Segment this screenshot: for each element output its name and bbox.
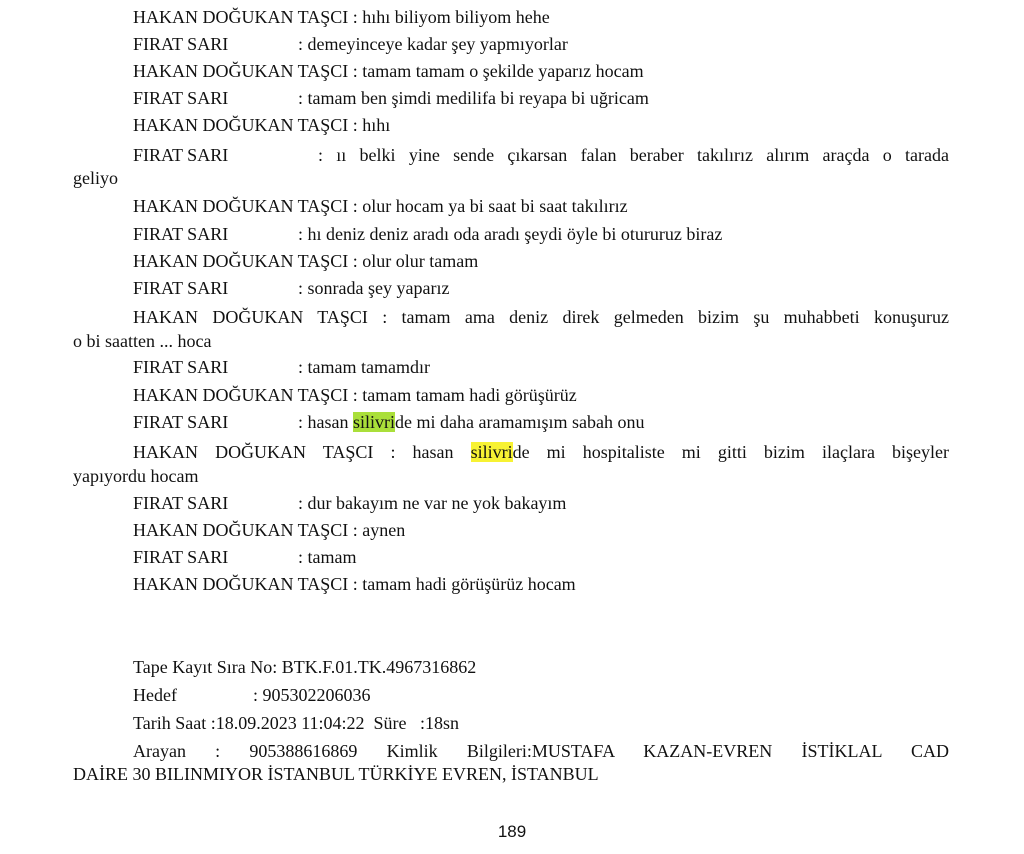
utterance-post: de mi daha aramamışım sabah onu (395, 412, 645, 432)
utterance: demeyinceye kadar şey yapmıyorlar (307, 34, 568, 54)
caller-line (133, 740, 949, 762)
transcript-line-5 (133, 114, 390, 136)
speaker-name: FIRAT SARI (133, 412, 229, 432)
utterance: hıhı (362, 115, 391, 135)
separator-and-utterance (298, 546, 357, 568)
utterance: olur hocam ya bi saat bi saat takılırız (362, 196, 628, 216)
identity-info: Kimlik Bilgileri:MUSTAFA KAZAN-EVREN İSTİKLAL CAD (386, 741, 950, 761)
speaker-name: HAKAN DOĞUKAN TAŞCI (133, 385, 349, 405)
highlighted-word: silivri (470, 442, 513, 462)
utterance: tamam tamam hadi görüşürüz (362, 385, 577, 405)
target-line (133, 684, 533, 706)
speaker-name: HAKAN DOĞUKAN TAŞCI (133, 115, 349, 135)
transcript-line-19 (133, 573, 576, 595)
speaker-name: FIRAT SARI (133, 357, 229, 377)
utterance: tamam ama deniz direk gelmeden bizim şu muhabbeti konuşuruz (401, 307, 949, 327)
speaker-name: HAKAN DOĞUKAN TAŞCI (133, 520, 349, 540)
utterance: tamam tamamdır (307, 357, 430, 377)
separator: : (318, 145, 337, 165)
transcript-line-11-continued: o bi saatten ... hoca (73, 331, 212, 351)
separator-and-utterance (298, 277, 449, 299)
highlighted-word: silivri (353, 412, 396, 432)
separator: : (373, 442, 413, 462)
speaker-name: FIRAT SARI (133, 278, 229, 298)
identity-info-continued: DAİRE 30 BILINMIYOR İSTANBUL TÜRKİYE EVREN, İSTANBUL (73, 764, 599, 784)
transcript-line-6 (133, 144, 949, 166)
separator: : (298, 278, 308, 298)
speaker-name: FIRAT SARI (133, 547, 229, 567)
speaker-name: HAKAN DOĞUKAN TAŞCI (133, 7, 349, 27)
transcript-line-4 (133, 87, 733, 109)
separator: : (348, 251, 363, 271)
transcript-line-1 (133, 6, 550, 28)
separator: : (348, 7, 363, 27)
separator: : (348, 520, 363, 540)
target-value: : 905302206036 (253, 685, 371, 705)
utterance-pre: hasan (412, 442, 471, 462)
separator: : (348, 385, 363, 405)
separator: : (298, 34, 308, 54)
speaker-name: HAKAN DOĞUKAN TAŞCI (133, 251, 349, 271)
transcript-line-8 (133, 223, 833, 245)
separator: : (298, 493, 308, 513)
target-label: Hedef (133, 685, 177, 705)
utterance-pre: hasan (307, 412, 353, 432)
speaker-name: HAKAN DOĞUKAN TAŞCI (133, 574, 349, 594)
separator-and-utterance (298, 223, 722, 245)
transcript-line-12 (133, 356, 733, 378)
caller-label: Arayan : (133, 741, 221, 761)
utterance: tamam hadi görüşürüz hocam (362, 574, 576, 594)
utterance: olur olur tamam (362, 251, 479, 271)
tape-record-number: Tape Kayıt Sıra No: BTK.F.01.TK.4967316862 (133, 657, 477, 677)
transcript-line-18 (133, 546, 733, 568)
speaker-name: FIRAT SARI (133, 493, 229, 513)
speaker-name: HAKAN DOĞUKAN TAŞCI (133, 307, 368, 327)
separator-and-utterance (298, 33, 568, 55)
transcript-line-2 (133, 33, 733, 55)
transcript-line-7 (133, 195, 628, 217)
separator-and-utterance (298, 87, 649, 109)
utterance: tamam ben şimdi medilifa bi reyapa bi uğricam (307, 88, 649, 108)
separator: : (348, 61, 363, 81)
utterance: tamam tamam o şekilde yaparız hocam (362, 61, 644, 81)
separator-and-utterance (298, 356, 430, 378)
speaker-name: FIRAT SARI (133, 145, 229, 165)
utterance-post: de mi hospitaliste mi gitti bizim ilaçlara bişeyler (512, 442, 949, 462)
separator-and-utterance (318, 144, 949, 166)
transcript-line-11 (133, 306, 949, 328)
speaker-name: HAKAN DOĞUKAN TAŞCI (133, 61, 349, 81)
separator: : (298, 412, 308, 432)
separator: : (348, 115, 363, 135)
transcript-line-16 (133, 492, 733, 514)
separator-and-utterance (298, 411, 644, 433)
caller-number: 905388616869 (249, 741, 358, 761)
speaker-name: FIRAT SARI (133, 34, 229, 54)
separator: : (298, 88, 308, 108)
transcript-line-15-continued: yapıyordu hocam (73, 466, 199, 486)
page-number: 189 (497, 822, 527, 841)
speaker-name: FIRAT SARI (133, 224, 229, 244)
separator: : (348, 574, 363, 594)
utterance: tamam (307, 547, 357, 567)
separator: : (298, 357, 308, 377)
speaker-name: HAKAN DOĞUKAN TAŞCI (133, 442, 374, 462)
transcript-line-13 (133, 384, 577, 406)
separator: : (348, 196, 363, 216)
transcript-line-17 (133, 519, 405, 541)
utterance: sonrada şey yaparız (307, 278, 450, 298)
speaker-name: FIRAT SARI (133, 88, 229, 108)
transcript-line-9 (133, 250, 478, 272)
speaker-name: HAKAN DOĞUKAN TAŞCI (133, 196, 349, 216)
separator: : (298, 224, 308, 244)
datetime-duration: Tarih Saat :18.09.2023 11:04:22 Süre :18sn (133, 713, 460, 733)
transcript-line-6-continued: geliyo (73, 168, 118, 188)
utterance: hı deniz deniz aradı oda aradı şeydi öyle bi otururuz biraz (307, 224, 723, 244)
separator: : (298, 547, 308, 567)
separator-and-utterance (298, 492, 566, 514)
separator: : (367, 307, 402, 327)
utterance: ıı belki yine sende çıkarsan falan beraber takılırız alırım araçda o tarada (336, 145, 949, 165)
transcript-line-15 (133, 441, 949, 463)
utterance: aynen (362, 520, 406, 540)
transcript-line-10 (133, 277, 733, 299)
utterance: hıhı biliyom biliyom hehe (362, 7, 550, 27)
transcript-line-14 (133, 411, 833, 433)
transcript-line-3 (133, 60, 644, 82)
utterance: dur bakayım ne var ne yok bakayım (307, 493, 567, 513)
